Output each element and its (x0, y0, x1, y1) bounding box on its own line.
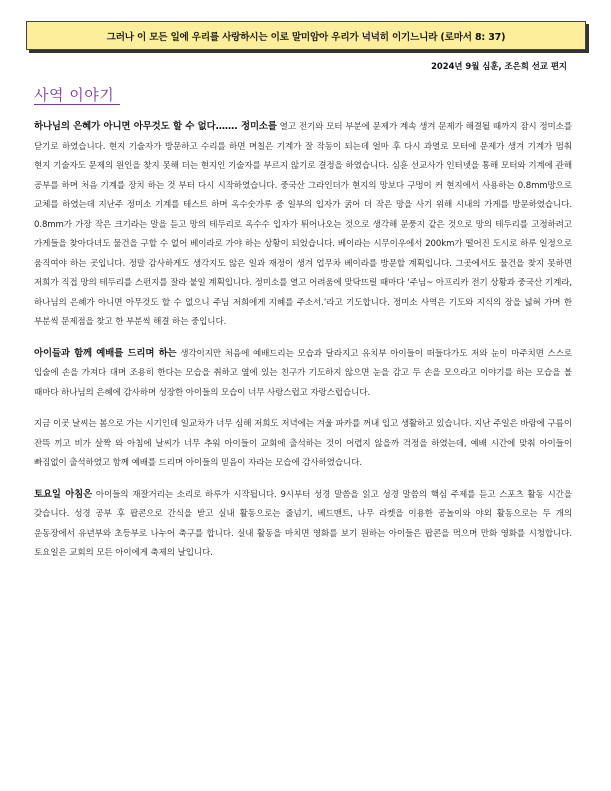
paragraph-text: 지금 이곳 날씨는 봄으로 가는 시기인데 일교차가 너무 심해 저희도 저녁에는 겨울 파카를 꺼내 입고 생활하고 있습니다. 지난 주일은 바람에 구름이 잔뜩 끼고 비가 살짝 와 아침에 날씨가 너무 추워 아이들이 교회에 출석하는 것이 어렵지 않을까 걱정을 하였는데, 예배 시간에 맞춰 아이들이 빠짐없이 출석하였고 함께 예배를 드리며 아이들의 믿음이 자라는 모습에 감사하였습니다. (34, 419, 572, 468)
paragraph-text: 생각이지만 처음에 예배드리는 모습과 달라지고 유치부 아이들이 떠들다가도 저와 눈이 마주치면 스스로 입술에 손을 가져다 대며 조용히 한다는 모습을 취하고 옆에 있는 친구가 기도하지 않으면 눈을 감고 두 손을 모으라고 이야기를 하는 모습을 볼 때마다 하나님의 은혜에 감사하며 성장한 아이들의 모습이 너무 사랑스럽고 자랑스럽습니다. (34, 348, 573, 398)
paragraph-lead: 하나님의 은혜가 아니면 아무것도 할 수 없다……. 정미소를 (34, 121, 277, 132)
paragraph-text: 열고 전기와 모터 부분에 문제가 계속 생겨 문제가 해결될 때까지 잠시 정미소를 닫기로 하였습니다. 현지 기술자가 방문하고 수리를 하면 며칠은 기계가 잘 작동이 되는데 얼마 후 다시 과열로 모터에 문제가 생겨 기계가 멈춰 현지 기술자도 문제의 원인을 찾지 못해 더는 현지인 기술자를 부르지 않기로 결정을 하였습니다. 심훈 선교사가 인터넷을 통해 모터와 기계에 관해 공부를 하며 처음 기계를 장치 하는 것 부터 다시 시작하였습니다. 중국산 그라인더가 현지의 망보다 구멍이 커 현지에서 사용하는 0.8mm망으로 교체를 하였는데 지난주 정미소 기계를 테스트 하며 옥수숫가루 중 일부의 입자가 굵어 더 작은 망을 사기 위해 시내의 가게를 방문하였습니다. 0.8mm가 가장 작은 크기라는 말을 듣고 망의 테두리로 옥수수 입자가 튀어나오는 것으로 생각해 문풍지 같은 것으로 망의 테두리를 고정하려고 가게들을 찾아다녀도 물건을 구할 수 없어 베이라로 가야 하는 상황이 되었습니다. 베이라는 시무이우에서 200km가 떨어진 도시로 하루 일정으로 움직여야 하는 곳입니다. 정말 감사하게도 생각지도 않은 일과 재정이 생겨 업무차 베이라를 방문할 계획입니다. 그곳에서도 물건을 찾지 못하면 저희가 직접 망의 테두리를 스펀지를 잘라 붙일 계획입니다. 정미소를 열고 어려움에 맞닥뜨릴 때마다 ‘주님~ 아프리카 전기 상황과 중국산 기계라, 하나님의 은혜가 아니면 아무것도 할 수 없으니 주님 저희에게 지혜를 주소서.’라고 기도합니다. 정미소 사역은 기도와 지식의 장을 넓혀 가며 한 부분씩 문제점을 찾고 한 부분씩 해결 하는 중입니다. (34, 122, 573, 327)
section-title: 사역 이야기 (34, 86, 115, 104)
scripture-banner (26, 21, 586, 50)
section-title-underline (34, 104, 120, 105)
paragraph-weather (34, 414, 572, 474)
letter-dateline: 2024년 9월 심훈, 조은희 선교 편지 (431, 61, 567, 71)
letter-body (34, 117, 572, 575)
paragraph-lead: 토요일 아침은 (34, 488, 93, 500)
paragraph-text: 아이들의 재잘거리는 소리로 하루가 시작됩니다. 9시부터 성경 말씀을 읽고 성경 말씀의 핵심 주제를 듣고 스포츠 활동 시간을 갖습니다. 성경 공부 후 팝콘으로 간식을 받고 실내 활동으로는 줄넘기, 베드맨트, 나무 라켓을 이용한 공놀이와 야외 활동으로는 두 개의 운동장에서 유년부와 초등부로 나누어 축구를 합니다. 실내 활동을 마치면 영화를 보기 원하는 아이들은 팝콘을 먹으며 만화 영화를 시청합니다. 토요일은 교회의 모든 아이에게 축제의 날입니다. (34, 489, 572, 558)
scripture-verse: 그러나 이 모든 일에 우리를 사랑하시는 이로 말미암아 우리가 넉넉히 이기느니라 (로마서 8: 37) (106, 32, 506, 43)
paragraph-lead: 아이들과 함께 예배를 드리며 하는 (34, 347, 177, 359)
paragraph-saturday (34, 485, 572, 564)
paragraph-worship-children (34, 344, 572, 404)
paragraph-rice-mill (34, 117, 572, 333)
